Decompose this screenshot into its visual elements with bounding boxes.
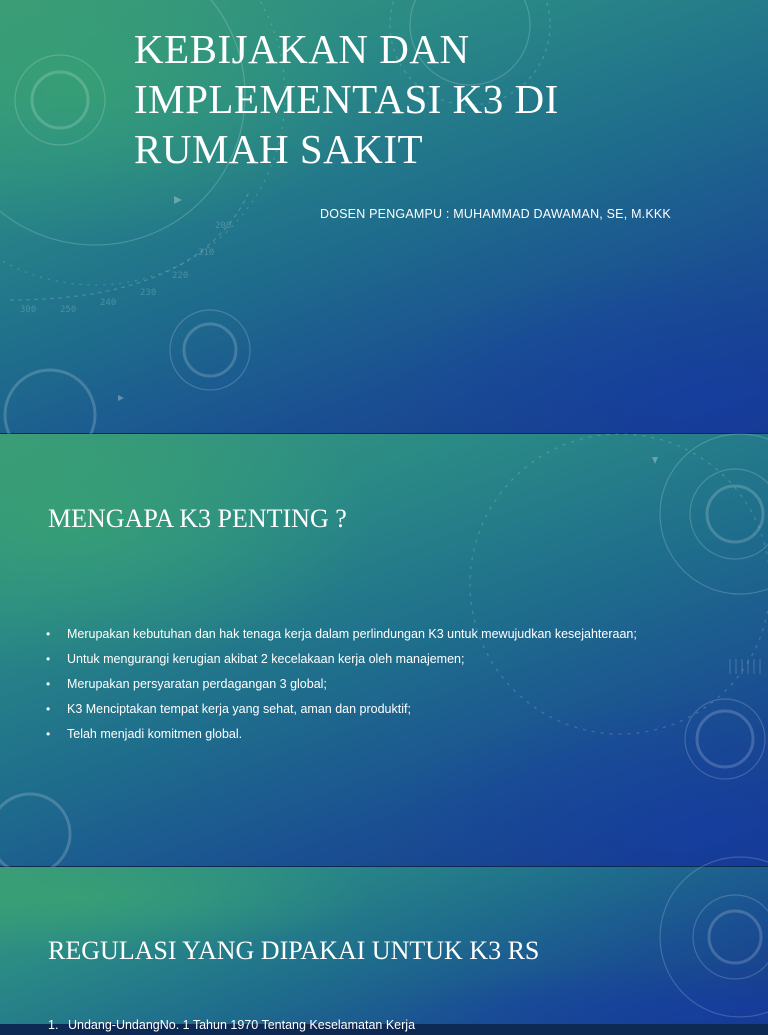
- slide-why-k3: [0, 434, 768, 866]
- svg-text:210: 210: [198, 248, 215, 258]
- regulation-list: [48, 1015, 415, 1035]
- svg-text:300: 300: [20, 305, 37, 315]
- slide-title: [0, 0, 768, 433]
- bullet-item: • K3 Menciptakan tempat kerja yang sehat, aman dan produktif;: [46, 697, 637, 722]
- presentation-title: KEBIJAKAN DAN IMPLEMENTASI K3 DI RUMAH SAKIT: [134, 26, 559, 172]
- svg-text:240: 240: [100, 298, 117, 308]
- bullet-item: • Merupakan kebutuhan dan hak tenaga kerja dalam perlindungan K3 untuk mewujudkan kesejahteraan;: [46, 622, 637, 647]
- presentation-subtitle: DOSEN PENGAMPU : MUHAMMAD DAWAMAN, SE, M.KKK: [320, 207, 671, 221]
- svg-text:230: 230: [140, 288, 157, 298]
- list-item: [48, 1015, 415, 1035]
- bullet-item: • Telah menjadi komitmen global.: [46, 722, 637, 747]
- svg-text:200: 200: [215, 221, 232, 231]
- bullet-list: [46, 622, 637, 747]
- svg-text:220: 220: [172, 271, 189, 281]
- list-item-number: 1.: [48, 1018, 59, 1032]
- list-item-text: Undang-UndangNo. 1 Tahun 1970 Tentang Keselamatan Kerja: [68, 1018, 416, 1032]
- bullet-item: • Merupakan persyaratan perdagangan 3 global;: [46, 672, 637, 697]
- slide-heading: MENGAPA K3 PENTING ?: [48, 504, 347, 533]
- slide-regulations: [0, 867, 768, 1032]
- svg-text:250: 250: [60, 305, 77, 315]
- bullet-item: • Untuk mengurangi kerugian akibat 2 kecelakaan kerja oleh manajemen;: [46, 647, 637, 672]
- slide-heading: REGULASI YANG DIPAKAI UNTUK K3 RS: [48, 936, 540, 965]
